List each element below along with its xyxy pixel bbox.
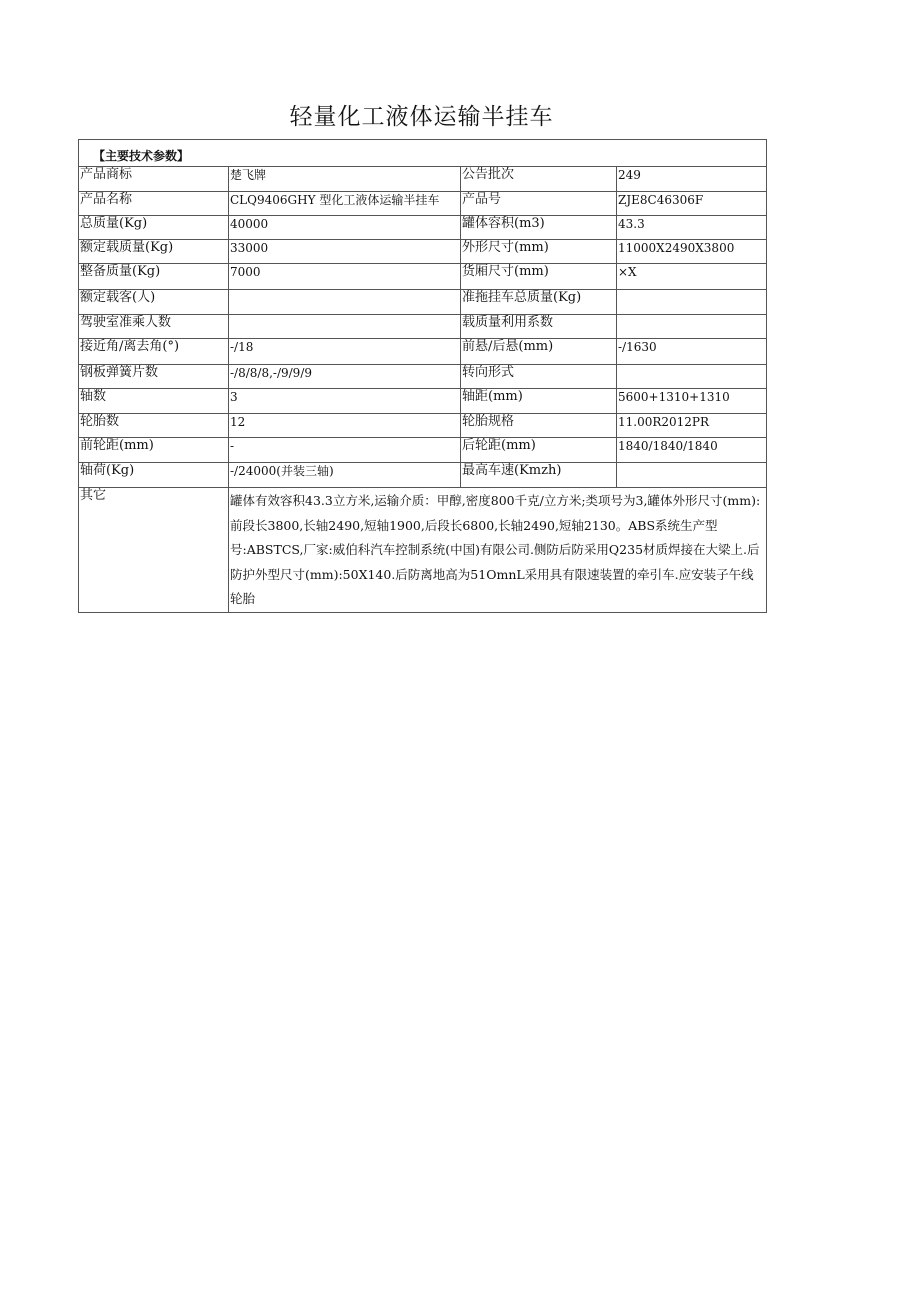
param-label: 货厢尺寸(mm) bbox=[461, 264, 617, 290]
param-label: 接近角/离去角(°) bbox=[79, 339, 229, 365]
param-value: 249 bbox=[617, 167, 767, 192]
param-value: - bbox=[229, 438, 461, 463]
param-value: 40000 bbox=[229, 216, 461, 240]
param-value: ×X bbox=[617, 264, 767, 290]
table-row bbox=[79, 365, 767, 389]
param-label: 转向形式 bbox=[461, 365, 617, 389]
param-label: 载质量利用系数 bbox=[461, 315, 617, 339]
param-label: 准拖挂车总质量(Kg) bbox=[461, 290, 617, 315]
table-row bbox=[79, 264, 767, 290]
other-row bbox=[79, 488, 767, 613]
table-row bbox=[79, 389, 767, 414]
param-value: CLQ9406GHY 型化工液体运输半挂车 bbox=[229, 192, 461, 216]
param-label: 前轮距(mm) bbox=[79, 438, 229, 463]
param-value: 3 bbox=[229, 389, 461, 414]
param-label: 罐体容积(m3) bbox=[461, 216, 617, 240]
param-label: 总质量(Kg) bbox=[79, 216, 229, 240]
table-row bbox=[79, 216, 767, 240]
param-label: 整备质量(Kg) bbox=[79, 264, 229, 290]
table-row bbox=[79, 414, 767, 438]
param-value bbox=[617, 290, 767, 315]
param-value: -/24000(并装三轴) bbox=[229, 463, 461, 488]
param-label: 轴数 bbox=[79, 389, 229, 414]
param-label: 轮胎数 bbox=[79, 414, 229, 438]
table-row bbox=[79, 290, 767, 315]
param-label: 产品号 bbox=[461, 192, 617, 216]
param-value: 11000X2490X3800 bbox=[617, 240, 767, 264]
param-label: 轴距(mm) bbox=[461, 389, 617, 414]
param-label: 额定载客(人) bbox=[79, 290, 229, 315]
param-value: 7000 bbox=[229, 264, 461, 290]
param-label: 产品商标 bbox=[79, 167, 229, 192]
param-label: 公告批次 bbox=[461, 167, 617, 192]
table-row bbox=[79, 315, 767, 339]
spec-table bbox=[78, 139, 767, 613]
param-label: 外形尺寸(mm) bbox=[461, 240, 617, 264]
param-value: -/8/8/8,-/9/9/9 bbox=[229, 365, 461, 389]
table-row bbox=[79, 438, 767, 463]
param-value: 33000 bbox=[229, 240, 461, 264]
table-row bbox=[79, 167, 767, 192]
section-header: 【主要技术参数】 bbox=[79, 140, 767, 167]
param-value: -/1630 bbox=[617, 339, 767, 365]
param-value: 43.3 bbox=[617, 216, 767, 240]
param-value: ZJE8C46306F bbox=[617, 192, 767, 216]
param-label: 前悬/后悬(mm) bbox=[461, 339, 617, 365]
param-value: 楚飞牌 bbox=[229, 167, 461, 192]
param-label: 后轮距(mm) bbox=[461, 438, 617, 463]
param-value: -/18 bbox=[229, 339, 461, 365]
param-label: 额定载质量(Kg) bbox=[79, 240, 229, 264]
param-value: 11.00R2012PR bbox=[617, 414, 767, 438]
table-row bbox=[79, 240, 767, 264]
page-title: 轻量化工液体运输半挂车 bbox=[289, 104, 554, 130]
param-label: 产品名称 bbox=[79, 192, 229, 216]
param-value bbox=[617, 463, 767, 488]
table-row bbox=[79, 339, 767, 365]
param-value bbox=[229, 315, 461, 339]
param-value: 1840/1840/1840 bbox=[617, 438, 767, 463]
table-row bbox=[79, 463, 767, 488]
section-header-row bbox=[79, 140, 767, 167]
table-row bbox=[79, 192, 767, 216]
spec-table-body bbox=[79, 140, 767, 613]
param-value: 5600+1310+1310 bbox=[617, 389, 767, 414]
param-value: 12 bbox=[229, 414, 461, 438]
other-text: 罐体有效容积43.3立方米,运输介质：甲醇,密度800千克/立方米;类项号为3,罐体外形尺寸(mm):前段长3800,长轴2490,短轴1900,后段长6800,长轴2490,短轴2130。ABS系统生产型号:ABSTCS,厂家:威伯科汽车控制系统(中国)有限公司.侧防后防采用Q235材质焊接在大梁上.后防护外型尺寸(mm):50X140.后防离地高为51OmnL采用具有限速装置的牵引车.应安装子午线轮胎 bbox=[229, 488, 767, 613]
param-label: 轮胎规格 bbox=[461, 414, 617, 438]
param-value bbox=[617, 315, 767, 339]
param-value bbox=[229, 290, 461, 315]
param-label: 最高车速(Kmzh) bbox=[461, 463, 617, 488]
param-value bbox=[617, 365, 767, 389]
param-label: 轴荷(Kg) bbox=[79, 463, 229, 488]
param-label: 钢板弹簧片数 bbox=[79, 365, 229, 389]
param-label: 驾驶室准乘人数 bbox=[79, 315, 229, 339]
other-label: 其它 bbox=[79, 488, 229, 613]
